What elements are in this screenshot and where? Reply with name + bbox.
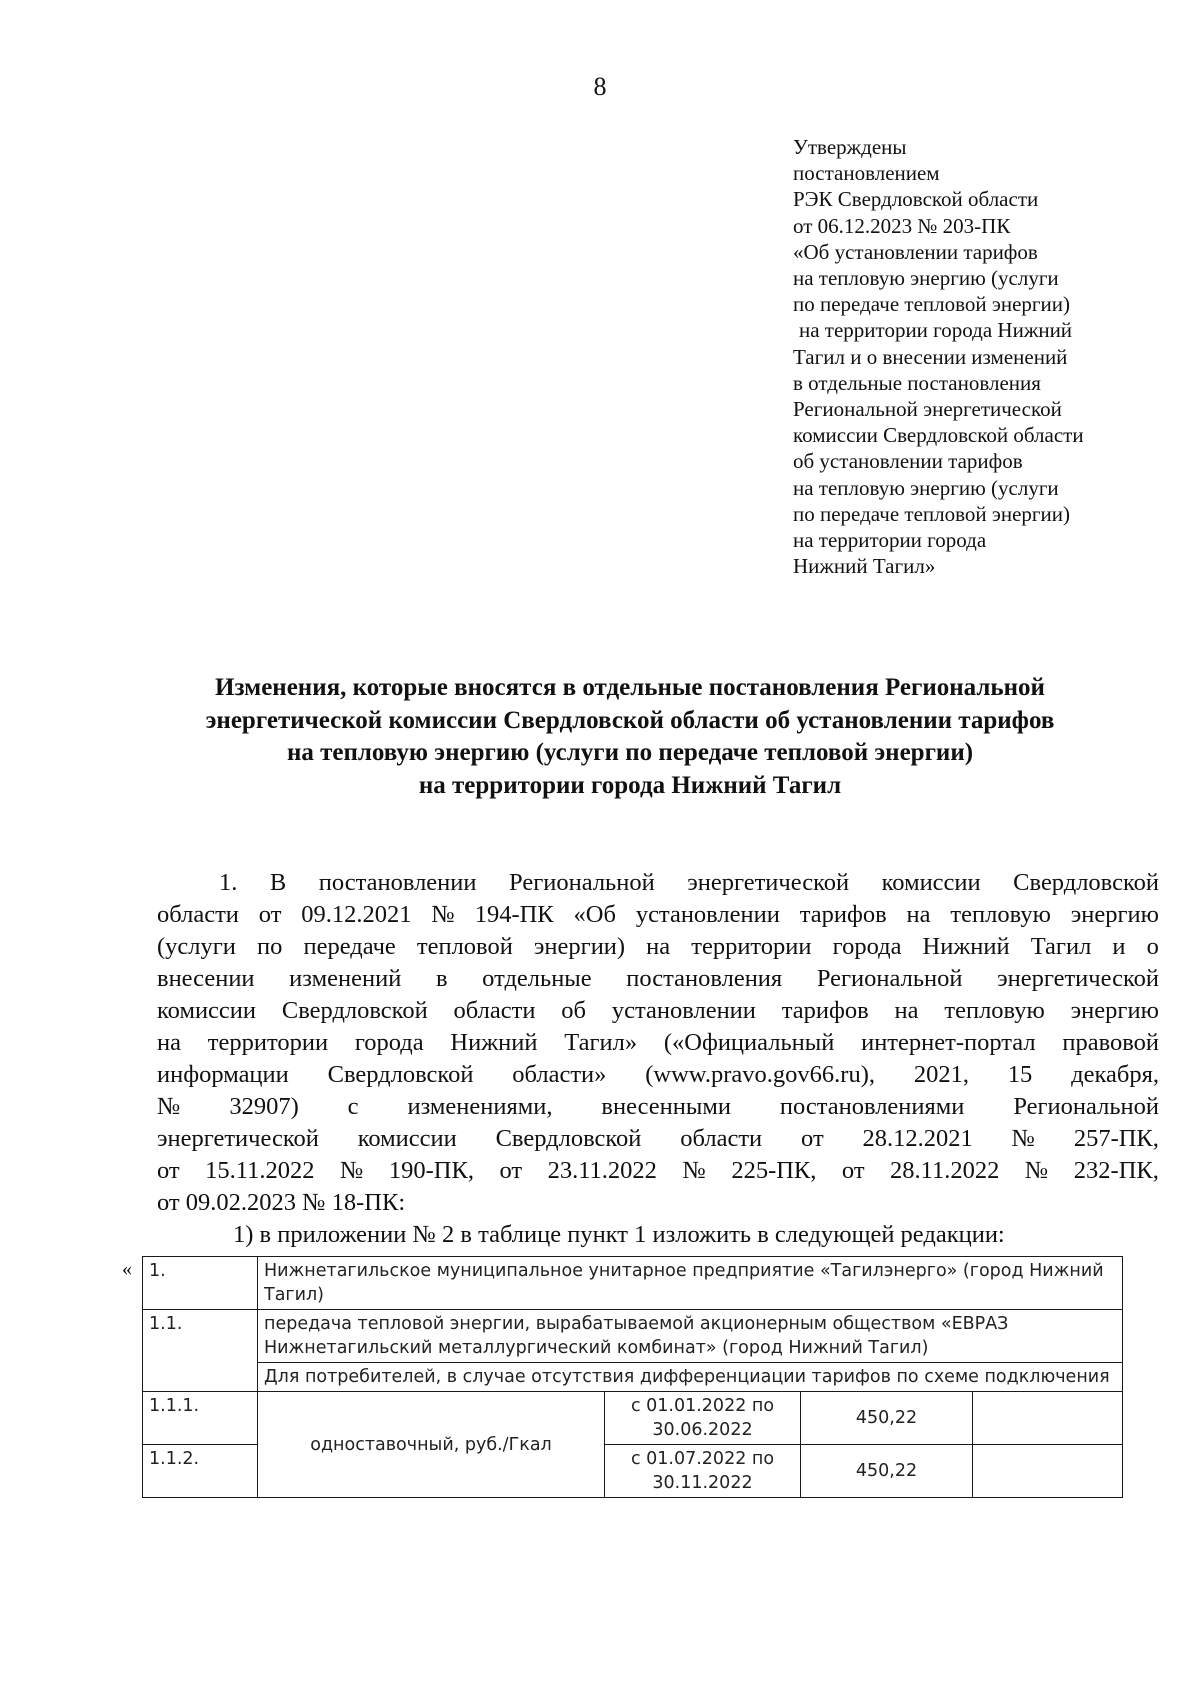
word: города bbox=[832, 933, 902, 960]
word: энергетической bbox=[157, 1125, 319, 1152]
body-line bbox=[157, 1155, 1159, 1187]
word: установлении bbox=[611, 997, 756, 1024]
word: области bbox=[680, 1125, 763, 1152]
body-line bbox=[157, 995, 1159, 1027]
word: № bbox=[1011, 1125, 1035, 1152]
word: и bbox=[1112, 933, 1126, 960]
word: 232-ПК, bbox=[1073, 1157, 1159, 1184]
word: по bbox=[257, 933, 283, 960]
empty-cell bbox=[973, 1392, 1123, 1445]
approval-line: Утверждены bbox=[793, 135, 907, 159]
page-number: 8 bbox=[593, 72, 607, 101]
word: на bbox=[906, 901, 931, 928]
word: от bbox=[157, 1157, 180, 1184]
body-line bbox=[157, 1027, 1159, 1059]
word: о bbox=[1146, 933, 1159, 960]
body-line bbox=[157, 1091, 1159, 1123]
table-row bbox=[143, 1392, 1123, 1445]
body-paragraph bbox=[157, 867, 1159, 1251]
word: от bbox=[841, 1157, 865, 1184]
word: правовой bbox=[1062, 1029, 1159, 1056]
word: № bbox=[682, 1157, 706, 1184]
table-row bbox=[143, 1257, 1123, 1310]
body-line bbox=[157, 899, 1159, 931]
heading-line: Изменения, которые вносятся в отдельные постановления Региональной bbox=[215, 674, 1045, 701]
word: Нижний bbox=[922, 933, 1010, 960]
word: Свердловской bbox=[327, 1061, 474, 1088]
word: тепловую bbox=[950, 901, 1051, 928]
approval-line: на тепловую энергию (услуги bbox=[793, 266, 1059, 291]
word: на bbox=[894, 997, 919, 1024]
word: 32907) bbox=[229, 1093, 299, 1120]
period-cell: с 01.07.2022 по 30.11.2022 bbox=[605, 1445, 801, 1498]
word: Региональной bbox=[816, 965, 963, 992]
word: 225-ПК, bbox=[731, 1157, 817, 1184]
word: территории bbox=[207, 1029, 329, 1056]
heading-line: на тепловую энергию (услуги по передаче тепловой энергии) bbox=[286, 739, 974, 766]
heading-line: энергетической комиссии Свердловской области об установлении тарифов bbox=[205, 706, 1055, 734]
word: установлении bbox=[635, 901, 780, 928]
word: тепловой bbox=[416, 933, 513, 960]
word: постановлении bbox=[318, 869, 477, 896]
word: энергетической bbox=[997, 965, 1159, 992]
word: передаче bbox=[303, 933, 396, 960]
approval-line: «Об установлении тарифов bbox=[793, 239, 1038, 264]
rate-type-cell: одноставочный, руб./Гкал bbox=[258, 1392, 605, 1498]
open-quote: « bbox=[122, 1258, 132, 1280]
approval-line: Нижний Тагил» bbox=[793, 554, 936, 579]
word: 1. bbox=[219, 869, 238, 896]
approval-line: РЭК Свердловской области bbox=[793, 187, 1039, 212]
word: постановления bbox=[626, 965, 783, 992]
body-line bbox=[157, 1059, 1159, 1091]
word: («Официальный bbox=[663, 1029, 835, 1056]
word: тепловую bbox=[944, 997, 1045, 1024]
service-cell: передача тепловой энергии, вырабатываемой акционерным обществом «ЕВРАЗ Нижнетагильский металлургический комбинат» (город Нижний Тагил) bbox=[258, 1310, 1123, 1363]
row-number: 1.1. bbox=[143, 1310, 258, 1392]
word: тарифов bbox=[781, 997, 869, 1024]
approval-line: на территории города bbox=[793, 528, 987, 553]
table-row bbox=[143, 1310, 1123, 1363]
approval-block bbox=[793, 134, 1173, 579]
word: комиссии bbox=[357, 1125, 457, 1152]
word: энергетической bbox=[687, 869, 850, 896]
word: Свердловской bbox=[1013, 869, 1159, 896]
word: в bbox=[435, 965, 448, 992]
word: 2021, bbox=[913, 1061, 969, 1088]
word: внесении bbox=[157, 965, 255, 992]
body-line: от 09.02.2023 № 18-ПК: bbox=[157, 1189, 406, 1216]
word: внесенными bbox=[601, 1093, 731, 1120]
word: с bbox=[347, 1093, 359, 1120]
word: комиссии bbox=[157, 997, 257, 1024]
approval-line: от 06.12.2023 № 203-ПК bbox=[793, 213, 1011, 238]
approval-line: в отдельные постановления bbox=[793, 370, 1041, 395]
word: энергию bbox=[1070, 901, 1159, 928]
approval-line: постановлением bbox=[793, 161, 940, 186]
word: № bbox=[157, 1093, 181, 1120]
word: 15 bbox=[1007, 1061, 1033, 1088]
word: изменений bbox=[289, 965, 402, 992]
word: комиссии bbox=[881, 869, 981, 896]
word: энергии) bbox=[533, 933, 626, 960]
word: энергию bbox=[1070, 997, 1159, 1024]
word: Региональной bbox=[509, 869, 655, 896]
organization-cell: Нижнетагильское муниципальное унитарное предприятие «Тагилэнерго» (город Нижний Тагил) bbox=[258, 1257, 1123, 1310]
word: отдельные bbox=[482, 965, 592, 992]
word: области bbox=[157, 901, 239, 928]
body-line bbox=[157, 931, 1159, 963]
row-number: 1.1.2. bbox=[143, 1445, 258, 1498]
tariff-table bbox=[142, 1256, 1123, 1498]
word: 257-ПК, bbox=[1073, 1125, 1159, 1152]
word: В bbox=[269, 869, 287, 896]
word: № bbox=[339, 1157, 364, 1184]
empty-cell bbox=[973, 1445, 1123, 1498]
heading-line: на территории города Нижний Тагил bbox=[418, 771, 842, 799]
word: Тагил» bbox=[564, 1029, 638, 1056]
word: территории bbox=[691, 933, 812, 960]
word: 15.11.2022 bbox=[205, 1157, 315, 1184]
word: области» bbox=[512, 1061, 607, 1088]
row-number: 1.1.1. bbox=[143, 1392, 258, 1445]
word: тарифов bbox=[799, 901, 887, 928]
word: от bbox=[258, 901, 282, 928]
word: 23.11.2022 bbox=[547, 1157, 657, 1184]
approval-line: по передаче тепловой энергии) bbox=[793, 501, 1071, 526]
period-cell: с 01.01.2022 по 30.06.2022 bbox=[605, 1392, 801, 1445]
approval-line: по передаче тепловой энергии) bbox=[793, 292, 1071, 317]
body-line bbox=[157, 1123, 1159, 1155]
row-number: 1. bbox=[143, 1257, 258, 1310]
word: на bbox=[157, 1029, 181, 1056]
body-line bbox=[157, 963, 1159, 995]
word: 194-ПК bbox=[474, 901, 554, 928]
document-heading bbox=[120, 672, 1140, 802]
tariff-value: 450,22 bbox=[801, 1445, 973, 1498]
word: (www.pravo.gov66.ru), bbox=[645, 1061, 875, 1088]
word: Свердловской bbox=[495, 1125, 642, 1152]
body-line bbox=[157, 867, 1159, 899]
approval-line: об установлении тарифов bbox=[793, 449, 1023, 474]
table-row bbox=[143, 1363, 1123, 1392]
subitem-line: 1) в приложении № 2 в таблице пункт 1 изложить в следующей редакции: bbox=[233, 1221, 1005, 1248]
word: Свердловской bbox=[281, 997, 428, 1024]
word: 28.11.2022 bbox=[890, 1157, 1000, 1184]
word: интернет-портал bbox=[861, 1029, 1036, 1056]
word: постановлениями bbox=[779, 1093, 965, 1120]
word: об bbox=[561, 997, 587, 1024]
word: от bbox=[801, 1125, 824, 1152]
approval-line: Региональной энергетической bbox=[793, 397, 1062, 422]
approval-line: комиссии Свердловской области bbox=[793, 423, 1084, 448]
word: Нижний bbox=[450, 1029, 538, 1056]
word: Региональной bbox=[1013, 1093, 1159, 1120]
word: города bbox=[354, 1029, 424, 1056]
word: изменениями, bbox=[407, 1093, 553, 1120]
word: 28.12.2021 bbox=[862, 1125, 973, 1152]
tariff-value: 450,22 bbox=[801, 1392, 973, 1445]
word: от bbox=[499, 1157, 523, 1184]
word: № bbox=[431, 901, 455, 928]
consumer-group-cell: Для потребителей, в случае отсутствия дифференциации тарифов по схеме подключения bbox=[258, 1363, 1123, 1392]
word: 09.12.2021 bbox=[301, 901, 412, 928]
word: информации bbox=[157, 1061, 289, 1088]
word: № bbox=[1024, 1157, 1049, 1184]
approval-line: на территории города Нижний bbox=[799, 318, 1073, 343]
word: области bbox=[453, 997, 536, 1024]
word: 190-ПК, bbox=[388, 1157, 474, 1184]
word: (услуги bbox=[157, 933, 236, 960]
word: декабря, bbox=[1071, 1061, 1159, 1088]
word: Тагил bbox=[1030, 933, 1092, 960]
word: «Об bbox=[573, 901, 616, 928]
word: на bbox=[646, 933, 671, 960]
approval-line: на тепловую энергию (услуги bbox=[793, 475, 1059, 500]
approval-line: Тагил и о внесении изменений bbox=[793, 344, 1068, 369]
